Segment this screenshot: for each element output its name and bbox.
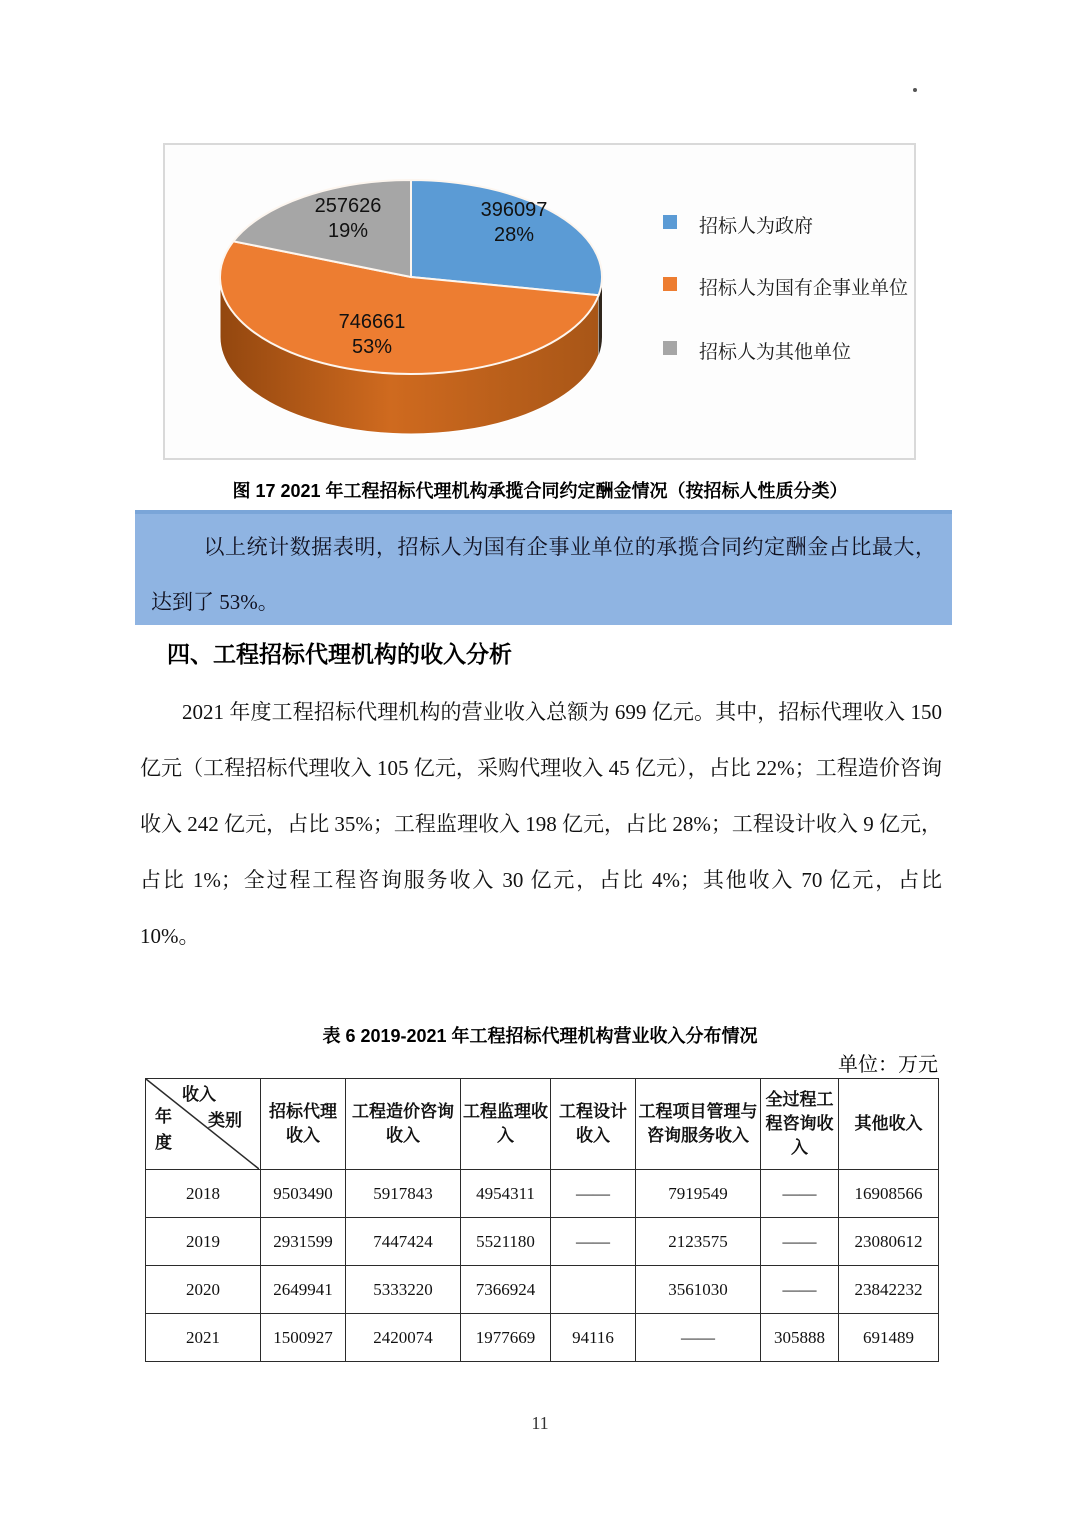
col-header-whole-process: 全过程工程咨询收入 (761, 1079, 839, 1170)
data-cell: —— (551, 1218, 636, 1266)
income-table (145, 1078, 939, 1362)
legend-swatch-gray-icon (663, 341, 677, 355)
body-paragraph: 2021 年度工程招标代理机构的营业收入总额为 699 亿元。其中，招标代理收入 150 亿元（工程招标代理收入 105 亿元，采购代理收入 45 亿元），占比 22%；工程造价咨询收入 242 亿元，占比 35%；工程监理收入 198 亿元，占比 28%；工程设计收入 9 亿元，占比 1%；全过程工程咨询服务收入 30 亿元，占比 4%；其他收入 70 亿元，占比 10%。 (140, 700, 942, 948)
legend-label: 招标人为其他单位 (699, 342, 852, 363)
data-cell: 1500927 (261, 1314, 346, 1362)
corner-label-year-b: 度 (155, 1133, 172, 1152)
legend-item-government (663, 211, 911, 242)
corner-label-year-a: 年 (155, 1107, 172, 1126)
pie-label-orange (297, 310, 447, 360)
year-cell: 2019 (146, 1218, 261, 1266)
pie-label-orange-pct: 53% (351, 336, 393, 358)
pie-label-blue (439, 198, 589, 248)
speck-artifact (913, 88, 917, 92)
col-header-design: 工程设计收入 (551, 1079, 636, 1170)
pie-label-gray-pct: 19% (327, 220, 369, 242)
corner-label-income: 收入 (182, 1085, 216, 1104)
data-cell: 2420074 (346, 1314, 461, 1362)
col-header-supervision: 工程监理收入 (461, 1079, 551, 1170)
data-cell: 2123575 (636, 1218, 761, 1266)
legend-item-other (663, 337, 911, 368)
table-row-2021 (146, 1314, 939, 1362)
col-header-cost-consulting: 工程造价咨询收入 (346, 1079, 461, 1170)
highlight-callout (135, 510, 952, 625)
data-cell: 2931599 (261, 1218, 346, 1266)
table-row-2018 (146, 1170, 939, 1218)
table-row-2019 (146, 1218, 939, 1266)
figure-caption: 图 17 2021 年工程招标代理机构承揽合同约定酬金情况（按招标人性质分类） (232, 481, 848, 501)
data-cell: 2649941 (261, 1266, 346, 1314)
pie-chart-figure (163, 143, 916, 460)
data-cell: 23842232 (839, 1266, 939, 1314)
data-cell: 3561030 (636, 1266, 761, 1314)
data-cell (551, 1266, 636, 1314)
data-cell: —— (761, 1218, 839, 1266)
data-cell: —— (761, 1266, 839, 1314)
table-corner-cell (146, 1079, 261, 1170)
legend-swatch-orange-icon (663, 277, 677, 291)
page-number: 11 (531, 1413, 549, 1433)
data-cell: 94116 (551, 1314, 636, 1362)
data-cell: 5917843 (346, 1170, 461, 1218)
data-cell: 7447424 (346, 1218, 461, 1266)
corner-label-category: 类别 (208, 1111, 242, 1130)
pie-label-blue-pct: 28% (493, 224, 535, 246)
data-cell: 305888 (761, 1314, 839, 1362)
col-header-project-mgmt: 工程项目管理与咨询服务收入 (636, 1079, 761, 1170)
year-cell: 2020 (146, 1266, 261, 1314)
data-cell: —— (636, 1314, 761, 1362)
legend-swatch-blue-icon (663, 215, 677, 229)
data-cell: 691489 (839, 1314, 939, 1362)
legend-label: 招标人为政府 (699, 216, 814, 237)
table-row-2020 (146, 1266, 939, 1314)
data-cell: 4954311 (461, 1170, 551, 1218)
callout-text: 以上统计数据表明，招标人为国有企事业单位的承揽合同约定酬金占比最大，达到了 53%。 (151, 535, 936, 614)
data-cell: —— (761, 1170, 839, 1218)
data-cell: 23080612 (839, 1218, 939, 1266)
pie-label-gray (273, 194, 423, 244)
data-cell: 1977669 (461, 1314, 551, 1362)
unit-label: 单位：万元 (838, 1054, 938, 1076)
year-cell: 2021 (146, 1314, 261, 1362)
data-cell: 9503490 (261, 1170, 346, 1218)
legend-item-state-owned (663, 273, 911, 304)
data-cell: 7919549 (636, 1170, 761, 1218)
col-header-bidding-agency: 招标代理收入 (261, 1079, 346, 1170)
pie-label-blue-value: 396097 (480, 199, 548, 221)
year-cell: 2018 (146, 1170, 261, 1218)
table-header-row (146, 1079, 939, 1170)
col-header-other: 其他收入 (839, 1079, 939, 1170)
data-cell: —— (551, 1170, 636, 1218)
legend-label: 招标人为国有企事业单位 (699, 278, 909, 299)
data-cell: 16908566 (839, 1170, 939, 1218)
data-cell: 5333220 (346, 1266, 461, 1314)
pie-label-gray-value: 257626 (314, 195, 382, 217)
pie-label-orange-value: 746661 (338, 311, 406, 333)
table-caption: 表 6 2019-2021 年工程招标代理机构营业收入分布情况 (322, 1026, 758, 1046)
data-cell: 7366924 (461, 1266, 551, 1314)
data-cell: 5521180 (461, 1218, 551, 1266)
section-heading: 四、工程招标代理机构的收入分析 (167, 641, 512, 667)
